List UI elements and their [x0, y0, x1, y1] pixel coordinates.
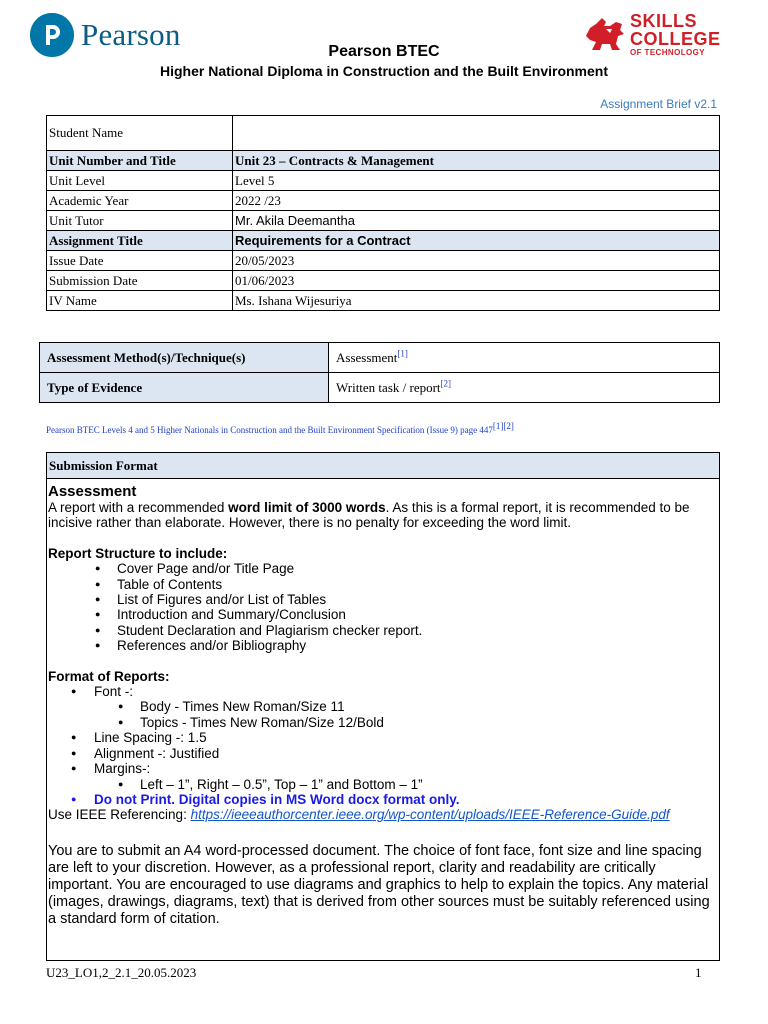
row-assessment-method [40, 343, 720, 373]
ieee-referencing [48, 807, 718, 822]
closing-paragraph: You are to submit an A4 word-processed document. The choice of font face, font size and line spacing are left to your discretion. However, as a professional report, clarity and readability are critically important. You are encouraged to use diagrams and graphics to help to explain the topics. Any material (images, drawings, diagrams, text) that is derived from other sources must be suitably referenced using a standard form of citation. [48, 842, 710, 927]
row-unit-tutor [47, 211, 720, 231]
ieee-guide-link[interactable]: https://ieeeauthorcenter.ieee.org/wp-content/uploads/IEEE-Reference-Guide.pdf [190, 807, 670, 823]
value-type-of-evidence [329, 373, 720, 403]
specification-reference [46, 421, 514, 435]
print-notice: ● Do not Print. Digital copies in MS Word docx format only. [48, 792, 718, 807]
list-item-font: ● Font -: [48, 684, 718, 699]
label-unit-number-title: Unit Number and Title [47, 151, 233, 171]
row-student-name [47, 116, 720, 151]
label-assessment-method: Assessment Method(s)/Technique(s) [40, 343, 329, 373]
row-assignment-title [47, 231, 720, 251]
format-list [48, 684, 718, 699]
document-title: Pearson BTEC [328, 43, 440, 60]
footnote-ref-1[interactable]: [1] [397, 348, 408, 359]
report-structure-heading: Report Structure to include: [48, 545, 228, 561]
assignment-info-table [46, 115, 720, 311]
value-issue-date: 20/05/2023 [233, 251, 720, 271]
intro-text-end: . As this is a formal report, it is recommended to be incisive rather than elaborate. However, there is no penalty for exceeding the word limit. [48, 500, 690, 531]
list-item: ● Student Declaration and Plagiarism checker report. [48, 623, 718, 638]
value-academic-year: 2022 /23 [233, 191, 720, 211]
submission-format-heading: Submission Format [47, 453, 719, 479]
report-structure-list [48, 561, 718, 653]
print-notice-list [48, 792, 718, 807]
margins-sublist [48, 777, 718, 792]
list-item: ● Body - Times New Roman/Size 11 [48, 699, 718, 714]
label-submission-date: Submission Date [47, 271, 233, 291]
list-item-alignment: ● Alignment -: Justified [48, 746, 718, 761]
format-list-continued [48, 730, 718, 776]
brief-version: Assignment Brief v2.1 [600, 97, 717, 111]
ieee-label: Use IEEE Referencing: [48, 807, 191, 823]
intro-text-start: A report with a recommended [48, 500, 229, 515]
list-item: ● List of Figures and/or List of Tables [48, 592, 718, 607]
assessment-intro [48, 500, 718, 531]
list-item: ● Introduction and Summary/Conclusion [48, 607, 718, 622]
value-unit-number-title: Unit 23 – Contracts & Management [233, 151, 720, 171]
row-submission-date [47, 271, 720, 291]
assessment-heading: Assessment [48, 483, 137, 500]
value-student-name [233, 116, 720, 151]
label-issue-date: Issue Date [47, 251, 233, 271]
footer-page-number: 1 [695, 965, 702, 980]
list-item: ● Left – 1”, Right – 0.5”, Top – 1” and Bottom – 1” [48, 777, 718, 792]
font-sublist [48, 699, 718, 730]
label-type-of-evidence: Type of Evidence [40, 373, 329, 403]
value-assessment-method [329, 343, 720, 373]
value-assignment-title: Requirements for a Contract [233, 231, 720, 251]
evidence-text: Written task / report [336, 379, 441, 395]
label-iv-name: IV Name [47, 291, 233, 311]
list-item: ● References and/or Bibliography [48, 638, 718, 653]
submission-format-body [47, 479, 719, 928]
list-item: ● Cover Page and/or Title Page [48, 561, 718, 576]
label-academic-year: Academic Year [47, 191, 233, 211]
document-subtitle: Higher National Diploma in Construction and the Built Environment [159, 63, 608, 79]
assessment-table [39, 342, 720, 403]
row-unit-number-title [47, 151, 720, 171]
label-unit-tutor: Unit Tutor [47, 211, 233, 231]
pearson-logo-text: Pearson [81, 17, 181, 52]
row-type-of-evidence [40, 373, 720, 403]
list-item: ● Table of Contents [48, 577, 718, 592]
label-unit-level: Unit Level [47, 171, 233, 191]
row-issue-date [47, 251, 720, 271]
specification-footnote-refs[interactable]: [1][2] [492, 421, 514, 431]
label-student-name: Student Name [47, 116, 233, 151]
list-item: ● Topics - Times New Roman/Size 12/Bold [48, 715, 718, 730]
footer-document-code: U23_LO1,2_2.1_20.05.2023 [46, 965, 197, 980]
value-submission-date: 01/06/2023 [233, 271, 720, 291]
row-iv-name [47, 291, 720, 311]
specification-reference-text: Pearson BTEC Levels 4 and 5 Higher Nationals in Construction and the Built Environment Specification (Issue 9) page 447 [46, 425, 493, 435]
value-unit-level: Level 5 [233, 171, 720, 191]
assessment-method-text: Assessment [336, 349, 398, 365]
word-limit: word limit of 3000 words [228, 500, 386, 515]
value-iv-name: Ms. Ishana Wijesuriya [233, 291, 720, 311]
logo-line-college: COLLEGE [630, 28, 721, 49]
list-item-margins: ● Margins-: [48, 761, 718, 776]
row-unit-level [47, 171, 720, 191]
format-of-reports-heading: Format of Reports: [48, 668, 170, 684]
logo-line-technology: OF TECHNOLOGY [630, 47, 705, 57]
value-unit-tutor: Mr. Akila Deemantha [233, 211, 720, 231]
footnote-ref-2[interactable]: [2] [440, 378, 452, 389]
logo-line-skills: SKILLS [630, 10, 698, 31]
submission-format-box [46, 452, 720, 961]
list-item-line-spacing: ● Line Spacing -: 1.5 [48, 730, 718, 745]
label-assignment-title: Assignment Title [47, 231, 233, 251]
row-academic-year [47, 191, 720, 211]
